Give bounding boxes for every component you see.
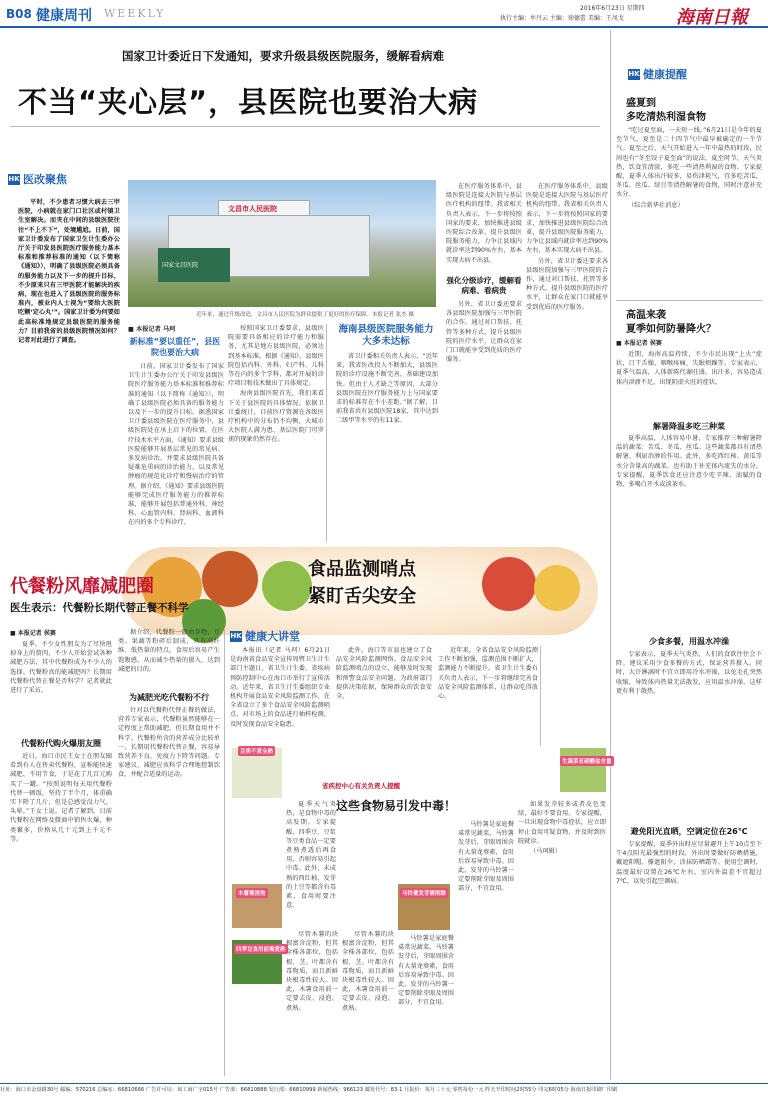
focus-intro: 平时，不少患者习惯大病去三甲医院，小病就在家门口社区或村镇卫生室解决。而夹在中间的县级医院往往“不上不下”，处境尴尬。日前，国家卫计委发布了国家卫生计生委办公厅关于印发县医院医疗服务能力基本标准和推荐标准的通知（以下简称《通知》），明确了县级医院必须具备的服务能力以及下一步的提升目标，不少原来只有三甲医院才能解决的疾病，现在也进入了县级医院的服务标准内，被业内人士视为“要给大医院吃颗‘定心丸’”。国家卫计委为何要如此高标准地规定县级医院的服务能力？目前我省的县级医院情况如何？记者对此进行了调查。 — [18, 199, 120, 345]
editor-credits: 执行主编：牟丹云 主编：徐德蕾 美编：王凤戈 — [500, 15, 624, 22]
reminder-title-1: 盛夏到 — [626, 98, 656, 109]
section-mark: HK — [628, 69, 640, 78]
reminder-title-2: 多吃清热利湿食物 — [626, 112, 706, 123]
lecture-col-1: 本报讯（记者 马珂）6月21日是海南省食品安全宣传周暨卫生计生部门主题日，省卫生计生委、省疾病预防控制中心在海口市举行了宣传活动。近年来，省卫生计生委组织专业机构开展食品安全风险监测工作，在全省设立了多个食品安全风险监测哨点，对市场上的食品进行抽样检测，及时发现食品安全隐患。 — [230, 647, 330, 728]
section-mark: HK — [230, 631, 242, 640]
diet-subtitle-1: 代餐粉代购火爆朋友圈 — [21, 739, 101, 748]
diet-col-4: 针对以代餐粉代替正餐的做法，营养专家表示，代餐粉虽然能够在一定程度上帮助减肥，但长期食用并不科学。代餐粉所含的营养成分比较单一，长期用代餐粉代替正餐，容易导致营养不良、免疫力下降等问题。专家建议，减肥应该科学合理地控制饮食，并配合适量的运动。 — [118, 707, 220, 779]
article-col-2: 按照国家卫计委要求，县级医院需要具备相应的诊疗能力和服务，尤其是地方县级医院，必须达到基本标准。根据《通知》，县级医院包括内科、外科、妇产科、儿科等在内的多个学科，都对开展的诊疗项目和技术做出了具体规定。 海南县级医院首先，我们来看下关于县医院的具体情况。依据卫计委统计，目前医疗资源在各级医疗机构中的分布仍不均衡，大城市大医院人满为患、基层医院门可罗雀的现象仍然存在。 — [228, 325, 324, 444]
heat-title-2: 夏季如何防暑降火？ — [626, 324, 716, 335]
heat-text-2: 夏季高温，人体容易中暑，专家推荐三种解暑降温的蔬菜：苦瓜、冬瓜、丝瓜。这些蔬菜都具有清热解暑、利尿消肿的作用。此外，多吃西红柿、黄瓜等水分含量高的蔬菜，也有助于补充体内流失的水分。专家提醒，夏季饮食还应注意少吃辛辣、油腻的食物，多喝白开水或淡茶水。 — [616, 435, 762, 489]
lecture-col-7: 如果发芽较多或者皮色变绿，最好不要食用。专家提醒，一旦出现食物中毒症状，应立即停止食用可疑食物，并及时到医院就诊。 （马珂辑） — [518, 801, 606, 856]
section-name: 健康大讲堂 — [245, 630, 300, 643]
article-col-1: 日前，国家卫计委发布了国家卫生计生委办公厅关于印发县级医院医疗服务能力基本标准和推荐标准的通知（以下简称《通知》），明确了县级医院必须具备的服务能力以及下一步的提升目标。据悉国家卫计委县级医院在医疗服务中，县级医院处在承上启下的位置，在医疗技术水平方面，《通知》要求县级医院能够开展基层常见的常见病、多发病诊治。并要求县级医院具备疑难危重病的诊治能力，以及常见肿瘤的规范化诊疗和慢病治疗的管理。据介绍，《通知》要求县级医院能够完成医疗服务能力的推荐标准，能够开展包括普通外科、神经科、心血管内科、肾病科、血液科在内的多个专科诊疗。 — [128, 363, 224, 527]
lecture-col-5: 尽管木薯的块根富含淀粉，但其全株各部位，包括根、茎、叶都含有毒物质，而且新鲜块根毒性较大。因此，木薯食用前一定要去皮、浸泡、煮熟。 — [286, 931, 338, 1012]
diet-col-1: 夏季，不少女性朋友为了尽快甩掉身上的赘肉，不少人开始尝试各种减肥方法，其中代餐粉成为不少人的选择。代餐粉真的能减肥吗？长期用代餐粉代替正餐是否科学？记者就此进行了采访。 — [10, 641, 112, 695]
lecture-col-5b: 尽管木薯的块根富含淀粉，但其全株各部位，包括根、茎、叶都含有毒物质，而且新鲜块根毒性较大。因此，木薯食用前一定要去皮、浸泡、煮熟。 — [342, 931, 394, 1012]
article-col-5: 在医疗服务体系中，县级医院是连接大医院与基层医疗机构的纽带。我省相关负责人表示，下一步将按照国家的要求，加快推进县级医院综合改革，提升县级医院服务能力，力争让县域内就诊率达到90%左右，基本实现大病不出县。 — [446, 183, 522, 264]
issue-date: 2016年6月23日 星期四 — [580, 5, 645, 12]
alert-title: 这些食物易引发中毒！ — [336, 799, 457, 813]
headline-title: 不当“夹心层”，县医院也要治大病 — [18, 85, 479, 119]
column-name: 健康周刊 — [36, 8, 92, 24]
heat-text-4: 专家提醒，夏季外出时应尽量避开上午10点至下午4点阳光最强烈的时段，外出时要做好防晒措施，戴遮阳帽、撑遮阳伞、涂抹防晒霜等。使用空调时，温度最好设置在26℃左右，室内外温差不宜超过7℃，以免引起空调病。 — [616, 841, 762, 885]
section-tag-reminder — [628, 66, 687, 82]
diet-subtitle: 医生表示：代餐粉长期代替正餐不科学 — [10, 602, 189, 614]
divider — [10, 126, 600, 127]
diet-subtitle-2: 为减肥光吃代餐粉不行 — [129, 693, 209, 702]
section-mark: HK — [8, 174, 20, 183]
lecture-col-6b: 马铃薯是家庭餐桌常见蔬菜，马铃薯发芽后，芽眼周围含有大量龙葵素，食用后容易导致中毒。因此，发芽的马铃薯一定要削除芽眼及周围部分，不宜食用。 — [458, 821, 514, 893]
article-col-4: 省卫计委相关负责人表示，“近年来，我省医改投入不断加大，县级医院的诊疗设施不断完善，基础建设加快。但由于人才缺乏等原因，大部分县级医院在医疗服务能力上与国家要求的标准存在不小差距。”据了解，目前我省共有县级医院18家，其中达到二级甲等水平的有11家。 — [336, 353, 438, 425]
hospital-sign: 文昌市人民医院 — [228, 205, 277, 213]
article-subtitle-1: 新标准“要以重任”，县医院也要治大病 — [129, 337, 221, 357]
weekly-label: WEEKLY — [104, 7, 166, 20]
diet-col-3: 据介绍，代餐粉一般由谷物、豆类、果蔬等粉碎后制成，具有高纤维、低热量的特点，食用后容易产生饱腹感，从而减少热量的摄入，达到减肥的目的。 — [118, 629, 220, 673]
photo-caption: 近年来，通过升级改造，文昌市人民医院为群众提供了更好的医疗保障。本报记者 张杰 摄 — [196, 312, 414, 318]
article-col-6: 另外，省卫计委还要求各县级医院加强与三甲医院的合作，通过对口帮扶、托管等多种方式，提升县级医院的医疗水平，让群众在家门口就能享受到优质的医疗服务。 — [446, 301, 522, 364]
heat-byline: ■ 本报记者 侯赛 — [616, 340, 662, 347]
hospital-gate-text: 国家文昌医院 — [162, 262, 199, 269]
article-col-7: 在医疗服务体系中，县级医院是连接大医院与基层医疗机构的纽带。我省相关负责人表示，下一步将按照国家的要求，加快推进县级医院综合改革，提升县级医院服务能力，力争让县域内就诊率达到90%左右，基本实现大病不出县。 另外，省卫计委还要求各县级医院加强与三甲医院的合作，通过对口帮扶、托管等多种方式，提升县级医院的医疗水平，让群众在家门口就能享受到优质的医疗服务。 — [526, 183, 608, 311]
diet-title: 代餐粉风靡减肥圈 — [10, 576, 154, 597]
lecture-col-2: 此外，海口等市县也建立了食品安全风险监测网络。食品安全风险监测哨点的设立，能够及时发现和预警食品安全问题，为政府部门提供决策依据，保障群众的饮食安全。 — [336, 647, 432, 701]
heat-text-3: 专家表示，夏季天气炎热，人们的食欲往往会下降。建议采用少食多餐的方式，保证营养摄入。同时，大汗淋漓时不宜立即用冷水冲澡，以免毛孔突然收缩，导致体内热量无法散发，应用温水冲澡，这样更有利于散热。 — [616, 651, 762, 695]
heat-subtitle-3: 避免阳光直晒，空调定位在26℃ — [630, 827, 748, 836]
headline-subhead: 国家卫计委近日下发通知，要求升级县级医院服务，缓解看病难 — [122, 49, 444, 63]
section-name: 健康提醒 — [643, 68, 687, 81]
newspaper-masthead: 海南日報 — [676, 7, 748, 28]
heat-subtitle-2: 少食多餐，用温水冲澡 — [649, 637, 729, 646]
lecture-col-3: 近年来，全省食品安全风险监测工作不断加强，监测范围不断扩大，监测能力不断提升。省卫生计生委有关负责人表示，下一步将继续完善食品安全风险监测体系，让群众吃得放心。 — [438, 647, 538, 701]
reminder-text: “吃过夏至面，一天短一线。”6月21日是今年的夏至节气，夏至是二十四节气中最早被确定的一个节气。夏至之后，天气开始进入一年中最热的时段，民间也有“冬至饺子夏至面”的说法。夏至时节，天气炎热，饮食宜清淡，多吃一些清热利湿的食物。专家提醒，夏季人体出汗较多，易伤津耗气，宜多吃苦瓜、冬瓜、丝瓜、绿豆等清热解暑的食物，同时注意补充水分。 （综合新华社消息） — [616, 127, 762, 209]
lecture-col-6: 马铃薯是家庭餐桌常见蔬菜，马铃薯发芽后，芽眼周围含有大量龙葵素，食用后容易导致中毒。因此，发芽的马铃薯一定要削除芽眼及周围部分，不宜食用。 — [398, 935, 454, 1007]
section-tag-lecture — [230, 628, 300, 644]
label-beans: 豆类不煮全熟 — [238, 746, 275, 756]
alert-subtitle: 省疾控中心有关负责人提醒 — [322, 782, 400, 790]
label-nitrite: 生蔬菜亚硝酸盐含量 — [560, 756, 614, 766]
diet-byline: ■ 本报记者 侯赛 — [10, 630, 56, 637]
diet-col-2: 近日，海口市民王女士在朋友圈看到有人在售卖代餐粉，宣称能快速减肥、不用节食，于是花了几百元购买了一罐。“按照说明每天用代餐粉代替一顿饭，坚持了半个月，体重确实下降了几斤，但是总感觉没力气，头晕。”王女士说。记者了解到，目前代餐粉在网络及微商中销售火爆，种类繁多，价格从几十元到上千元不等。 — [10, 753, 112, 843]
page-header — [0, 0, 768, 28]
section-name: 医改聚焦 — [23, 173, 67, 186]
heat-title-1: 高温来袭 — [626, 310, 666, 321]
hospital-photo — [128, 180, 436, 307]
label-green-beans: 四季豆食用前需煮熟 — [234, 944, 288, 954]
heat-subtitle-1: 解暑降温多吃三种菜 — [653, 422, 725, 431]
article-subtitle-3: 强化分级诊疗，缓解看病难、看病贵 — [446, 276, 522, 295]
food-banner-title-2: 紧盯舌尖安全 — [308, 586, 416, 607]
label-cassava: 木薯需浸泡 — [236, 888, 268, 898]
section-tag-focus — [8, 171, 67, 187]
heat-intro: 近期，海南高温持续，不少市民出现“上火”症状，口干舌燥、咽喉疼痛、失眠烦躁等。专家表示，夏季气温高，人体新陈代谢旺盛，出汗多，容易造成体内津液不足，出现阴虚火旺的症状。 — [616, 351, 762, 386]
page-footer: 社址：海口市金盘路30号 邮编：570216 总编室：66810666 广告许可证：琼工商广字015号 广告部：66810888 发行部：66810999 新闻热线：966123 邮发代号：83-1 月报价：每月三十元 零售每份一元 昨天开印时间2时55分 印完6时05分 海南日报印刷厂印刷 — [0, 1083, 768, 1098]
lecture-col-4: 夏季天气炎热，是食物中毒的高发期。专家提醒，四季豆、豆浆等豆类食品一定要煮熟煮透后再食用，否则容易引起中毒。此外，未成熟的西红柿、发芽的土豆等都含有毒素，食用时要注意。 — [286, 801, 336, 910]
food-banner-title-1: 食品监测哨点 — [308, 559, 416, 580]
page-number: B08 — [6, 7, 32, 21]
article-subtitle-2: 海南县级医院服务能力大多未达标 — [338, 324, 434, 347]
vegetable-image — [560, 748, 606, 792]
label-potato: 马铃薯发芽需削除 — [400, 888, 448, 898]
article-byline: ■ 本报记者 马珂 — [128, 326, 176, 333]
